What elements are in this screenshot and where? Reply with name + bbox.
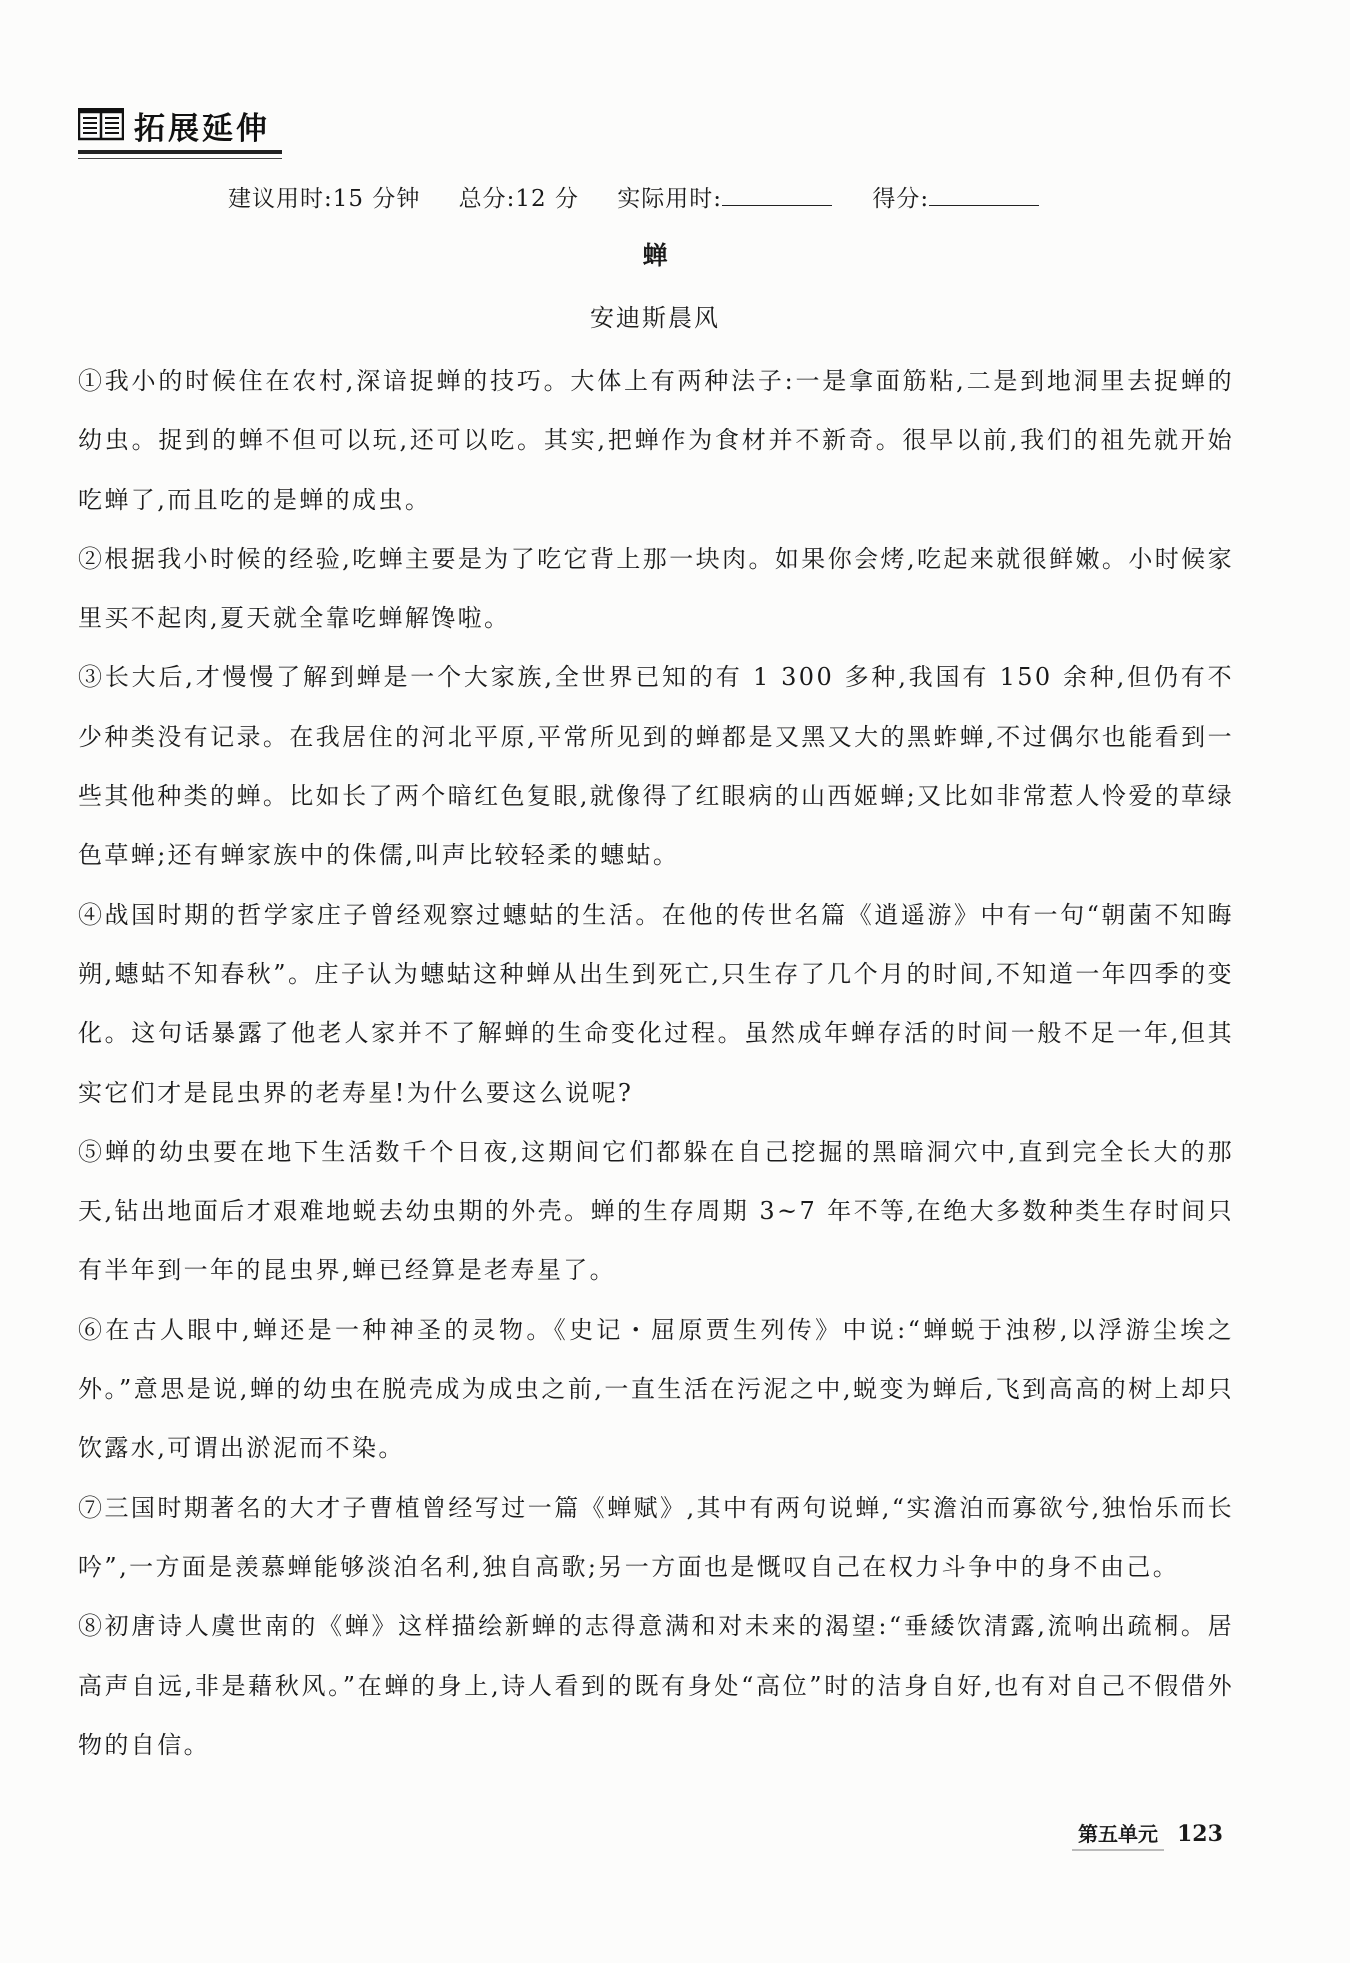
unit-label: 第五单元 <box>1072 1816 1164 1851</box>
article-title: 蝉 <box>642 241 668 270</box>
open-book-icon <box>78 108 124 142</box>
page-footer <box>1072 1816 1223 1851</box>
exercise-meta <box>228 180 1039 213</box>
score-blank[interactable] <box>929 185 1039 206</box>
section-underline-thin <box>78 158 282 159</box>
paragraph-5: ⑤蝉的幼虫要在地下生活数千个日夜,这期间它们都躲在自己挖掘的黑暗洞穴中,直到完全长大的那天,钻出地面后才艰难地蜕去幼虫期的外壳。蝉的生存周期 3~7 年不等,在绝大多数种类生存时间只有半年到一年的昆虫界,蝉已经算是老寿星了。 <box>78 1137 1234 1285</box>
actual-time-label: 实际用时: <box>617 186 723 212</box>
total-score: 总分:12 分 <box>458 186 579 212</box>
article-author: 安迪斯晨风 <box>590 304 720 332</box>
article-body <box>78 352 1234 1775</box>
paragraph-4: ④战国时期的哲学家庄子曾经观察过蟪蛄的生活。在他的传世名篇《逍遥游》中有一句“朝菌不知晦朔,蟪蛄不知春秋”。庄子认为蟪蛄这种蝉从出生到死亡,只生存了几个月的时间,不知道一年四季的变化。这句话暴露了他老人家并不了解蝉的生命变化过程。虽然成年蝉存活的时间一般不足一年,但其实它们才是昆虫界的老寿星!为什么要这么说呢? <box>78 900 1234 1107</box>
section-header <box>78 102 270 148</box>
page-number: 123 <box>1176 1821 1223 1847</box>
paragraph-3: ③长大后,才慢慢了解到蝉是一个大家族,全世界已知的有 1 300 多种,我国有 150 余种,但仍有不少种类没有记录。在我居住的河北平原,平常所见到的蝉都是又黑又大的黑蚱蝉,不过偶尔也能看到一些其他种类的蝉。比如长了两个暗红色复眼,就像得了红眼病的山西姬蝉;又比如非常惹人怜爱的草绿色草蝉;还有蝉家族中的侏儒,叫声比较轻柔的蟪蛄。 <box>78 663 1234 870</box>
suggested-time: 建议用时:15 分钟 <box>228 186 421 212</box>
paragraph-6: ⑥在古人眼中,蝉还是一种神圣的灵物。《史记・屈原贾生列传》中说:“蝉蜕于浊秽,以浮游尘埃之外。”意思是说,蝉的幼虫在脱壳成为成虫之前,一直生活在污泥之中,蜕变为蝉后,飞到高高的树上却只饮露水,可谓出淤泥而不染。 <box>78 1315 1234 1463</box>
score-label: 得分: <box>872 186 930 212</box>
section-title: 拓展延伸 <box>134 110 270 147</box>
paragraph-8: ⑧初唐诗人虞世南的《蝉》这样描绘新蝉的志得意满和对未来的渴望:“垂緌饮清露,流响出疏桐。居高声自远,非是藉秋风。”在蝉的身上,诗人看到的既有身处“高位”时的洁身自好,也有对自己不假借外物的自信。 <box>78 1612 1234 1759</box>
paragraph-2: ②根据我小时候的经验,吃蝉主要是为了吃它背上那一块肉。如果你会烤,吃起来就很鲜嫩。小时候家里买不起肉,夏天就全靠吃蝉解馋啦。 <box>78 544 1234 633</box>
section-underline <box>78 150 282 154</box>
paragraph-1: ①我小的时候住在农村,深谙捉蝉的技巧。大体上有两种法子:一是拿面筋粘,二是到地洞里去捉蝉的幼虫。捉到的蝉不但可以玩,还可以吃。其实,把蝉作为食材并不新奇。很早以前,我们的祖先就开始吃蝉了,而且吃的是蝉的成虫。 <box>78 367 1234 514</box>
actual-time-blank[interactable] <box>722 185 832 206</box>
paragraph-7: ⑦三国时期著名的大才子曹植曾经写过一篇《蝉赋》,其中有两句说蝉,“实澹泊而寡欲兮,独怡乐而长吟”,一方面是羡慕蝉能够淡泊名利,独自高歌;另一方面也是慨叹自己在权力斗争中的身不由己。 <box>78 1493 1234 1581</box>
